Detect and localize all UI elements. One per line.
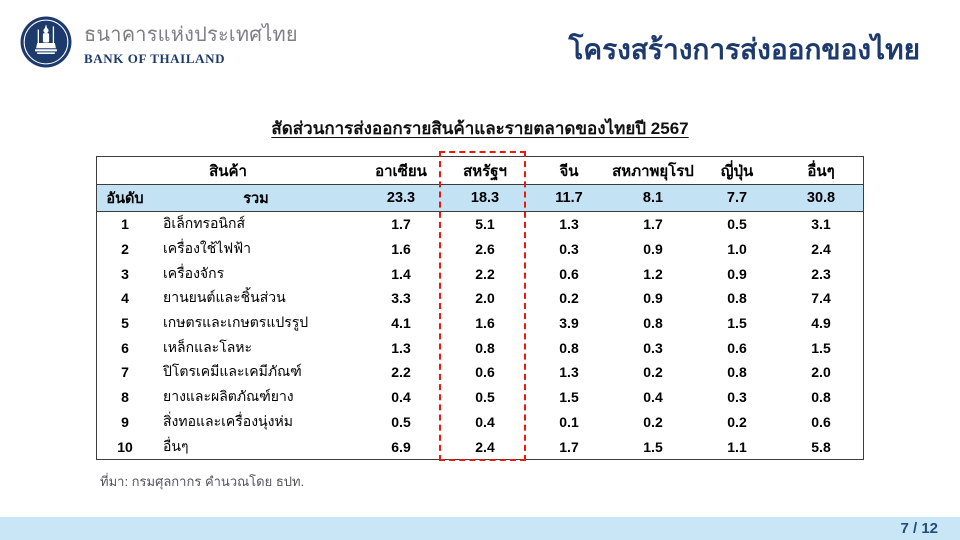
row-value: 0.1 [559, 413, 579, 430]
row-value: 1.6 [475, 315, 495, 332]
row-value: 2.0 [475, 290, 495, 307]
row-value: 2.4 [475, 438, 495, 455]
row-value: 0.6 [811, 413, 831, 430]
row-value: 1.2 [643, 265, 663, 282]
row-value: 1.4 [391, 265, 411, 282]
row-product-name: เหล็กและโลหะ [163, 338, 253, 355]
row-value: 0.5 [475, 389, 495, 406]
row-product-name: อิเล็กทรอนิกส์ [163, 215, 245, 232]
row-value: 0.4 [475, 413, 495, 430]
column-header-china: จีน [559, 162, 579, 180]
row-value: 1.5 [643, 438, 663, 455]
row-value: 0.2 [643, 413, 663, 430]
row-value: 0.5 [391, 413, 411, 430]
row-rank: 3 [121, 265, 129, 282]
row-value: 0.9 [643, 290, 663, 307]
table-row [97, 335, 863, 360]
total-value: 23.3 [386, 190, 416, 206]
column-header-product: สินค้า [209, 162, 247, 180]
row-product-name: ยานยนต์และชิ้นส่วน [163, 289, 286, 306]
row-product-name: เครื่องจักร [163, 264, 225, 281]
row-rank: 1 [121, 216, 129, 233]
brand-header [20, 16, 298, 68]
row-value: 0.8 [811, 389, 831, 406]
row-value: 1.3 [559, 216, 579, 233]
row-value: 0.2 [643, 364, 663, 381]
row-value: 5.1 [475, 216, 495, 233]
row-value: 3.1 [811, 216, 831, 233]
row-rank: 6 [121, 339, 129, 356]
row-value: 2.2 [475, 265, 495, 282]
row-value: 0.8 [559, 339, 579, 356]
row-rank: 4 [121, 290, 129, 307]
row-product-name: อื่นๆ [163, 437, 189, 454]
row-value: 1.3 [391, 339, 411, 356]
table-row [97, 261, 863, 286]
table-header-row [97, 157, 863, 185]
column-header-eu: สหภาพยุโรป [612, 162, 694, 180]
row-product-name: เกษตรและเกษตรแปรรูป [163, 314, 309, 331]
row-rank: 9 [121, 413, 129, 430]
table-row [97, 311, 863, 336]
row-value: 2.3 [811, 265, 831, 282]
table-row [97, 286, 863, 311]
table-row [97, 385, 863, 410]
total-value: 8.1 [642, 190, 664, 206]
page-indicator: 7 / 12 [900, 520, 938, 537]
row-value: 3.3 [391, 290, 411, 307]
total-value: 11.7 [555, 190, 583, 206]
row-value: 0.3 [643, 339, 663, 356]
row-value: 0.9 [643, 241, 663, 258]
row-value: 0.2 [559, 290, 579, 307]
row-value: 0.8 [727, 364, 747, 381]
row-value: 1.0 [727, 241, 747, 258]
total-value: 7.7 [726, 190, 748, 206]
brand-text [84, 18, 298, 67]
row-rank: 8 [121, 389, 129, 406]
row-value: 3.9 [559, 315, 579, 332]
row-value: 6.9 [391, 438, 411, 455]
row-value: 1.1 [727, 438, 747, 455]
row-product-name: ปิโตรเคมีและเคมีภัณฑ์ [163, 363, 302, 380]
column-header-us: สหรัฐฯ [463, 162, 507, 180]
row-value: 0.6 [727, 339, 747, 356]
brand-name-english: BANK OF THAILAND [84, 50, 226, 66]
row-value: 2.0 [811, 364, 831, 381]
table-title-text: สัดส่วนการส่งออกรายสินค้าและรายตลาดของไทยปี 2567 [271, 119, 689, 138]
row-value: 1.5 [559, 389, 579, 406]
row-value: 0.8 [727, 290, 747, 307]
brand-name-thai: ธนาคารแห่งประเทศไทย [84, 23, 298, 46]
row-value: 0.6 [559, 265, 579, 282]
row-value: 1.5 [811, 339, 831, 356]
row-value: 2.4 [811, 241, 831, 258]
row-value: 1.6 [391, 241, 411, 258]
table-body [97, 212, 863, 459]
row-value: 0.8 [643, 315, 663, 332]
footer-bar [0, 517, 960, 540]
slide-title: โครงสร้างการส่งออกของไทย [568, 34, 920, 65]
source-note: ที่มา: กรมศุลกากร คำนวณโดย ธปท. [100, 474, 305, 489]
export-share-table [96, 156, 864, 460]
rank-header: อันดับ [106, 190, 144, 207]
row-value: 1.7 [391, 216, 411, 233]
row-value: 0.9 [727, 265, 747, 282]
row-rank: 10 [117, 438, 133, 455]
row-value: 0.2 [727, 413, 747, 430]
column-header-others: อื่นๆ [807, 162, 835, 180]
row-rank: 2 [121, 241, 129, 258]
table-total-row [97, 185, 863, 212]
bank-of-thailand-logo-icon [20, 16, 72, 68]
column-header-asean: อาเซียน [375, 162, 427, 180]
column-header-japan: ญี่ปุ่น [720, 162, 754, 180]
row-value: 0.6 [475, 364, 495, 381]
row-value: 0.4 [643, 389, 663, 406]
row-product-name: ยางและผลิตภัณฑ์ยาง [163, 388, 294, 405]
row-value: 2.6 [475, 241, 495, 258]
row-value: 4.1 [391, 315, 411, 332]
total-row-label: รวม [243, 190, 269, 207]
table-row [97, 434, 863, 459]
row-rank: 7 [121, 364, 129, 381]
row-value: 0.3 [559, 241, 579, 258]
total-value: 18.3 [470, 190, 500, 206]
row-value: 0.4 [391, 389, 411, 406]
row-product-name: เครื่องใช้ไฟฟ้า [163, 240, 251, 257]
row-value: 5.8 [811, 438, 831, 455]
row-value: 0.3 [727, 389, 747, 406]
row-value: 1.5 [727, 315, 747, 332]
table-row [97, 237, 863, 262]
row-value: 4.9 [811, 315, 831, 332]
row-rank: 5 [121, 315, 129, 332]
row-product-name: สิ่งทอและเครื่องนุ่งห่ม [163, 412, 293, 429]
table-row [97, 410, 863, 435]
row-value: 1.3 [559, 364, 579, 381]
row-value: 0.8 [475, 339, 495, 356]
row-value: 7.4 [811, 290, 831, 307]
table-row [97, 360, 863, 385]
total-value: 30.8 [806, 190, 836, 206]
row-value: 2.2 [391, 364, 411, 381]
row-value: 0.5 [727, 216, 747, 233]
row-value: 1.7 [643, 216, 663, 233]
row-value: 1.7 [559, 438, 579, 455]
table-row [97, 212, 863, 237]
table-title [0, 115, 960, 142]
